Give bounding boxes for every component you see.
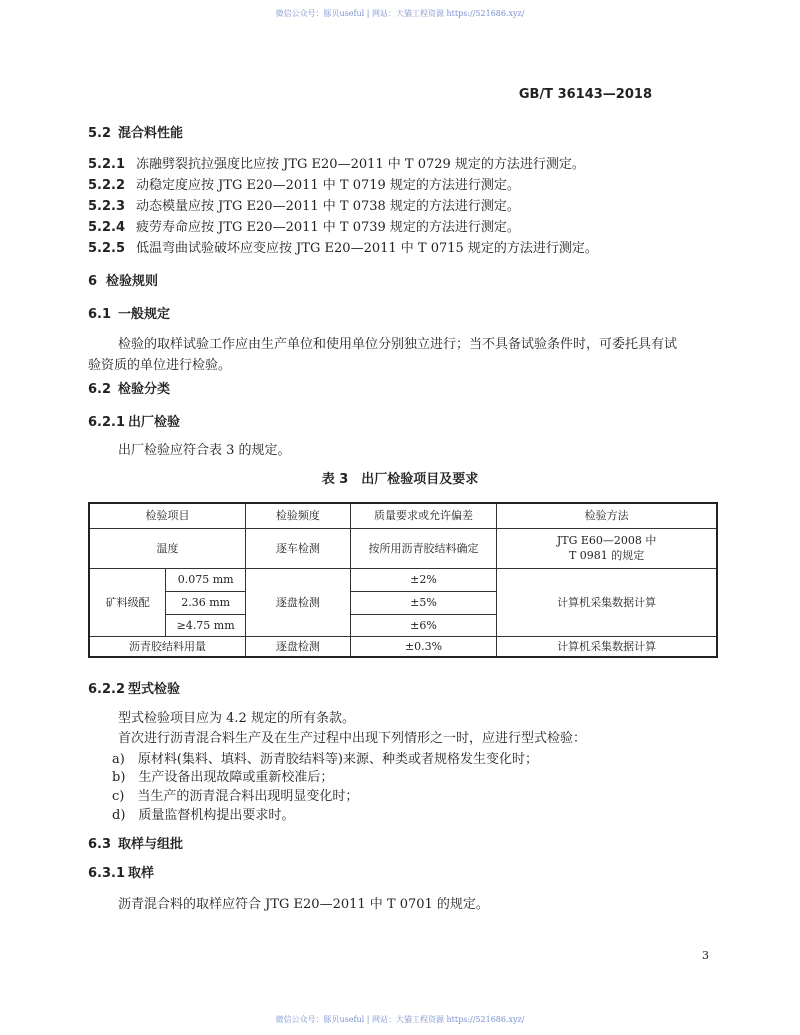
table-cell: ±0.3%	[350, 636, 497, 657]
inspection-table	[88, 502, 718, 658]
table-cell: 沥青胶结料用量	[89, 636, 246, 657]
table-caption: 表 3 出厂检验项目及要求	[321, 472, 479, 487]
list-item-c: c) 当生产的沥青混合料出现明显变化时；	[112, 789, 359, 804]
clause-5-2-1: 5.2.1 冻融劈裂抗拉强度比应按 JTG E20—2011 中 T 0729 规定的方法进行测定。	[88, 157, 585, 172]
section-6-2-2-heading: 6.2.2 型式检验	[88, 682, 181, 697]
paragraph-line: 型式检验项目应为 4.2 规定的所有条款。	[118, 711, 355, 726]
table-row	[89, 636, 717, 657]
method-line1: JTG E60—2008 中	[556, 534, 657, 547]
clause-5-2-4: 5.2.4 疲劳寿命应按 JTG E20—2011 中 T 0739 规定的方法进行测定。	[88, 220, 520, 235]
paragraph-6-1-line2: 验资质的单位进行检验。	[88, 358, 232, 373]
table-cell: 逐盘检测	[246, 568, 351, 636]
section-6-1-heading: 6.1 一般规定	[88, 307, 171, 322]
header-cell: 检验项目	[89, 503, 246, 528]
standard-header: GB/T 36143—2018	[518, 87, 652, 102]
list-item-b: b) 生产设备出现故障或重新校准后；	[112, 770, 334, 785]
table-cell: 计算机采集数据计算	[497, 568, 717, 636]
section-6-3-heading: 6.3 取样与组批	[88, 837, 184, 852]
header-cell: 质量要求或允许偏差	[350, 503, 497, 528]
list-item-a: a) 原材料(集料、填料、沥青胶结料等)来源、种类或者规格发生变化时；	[112, 752, 538, 767]
paragraph-6-2-1: 出厂检验应符合表 3 的规定。	[118, 443, 291, 458]
table-cell: 按所用沥青胶结料确定	[350, 528, 497, 568]
paragraph-line: 首次进行沥青混合料生产及在生产过程中出现下列情形之一时，应进行型式检验：	[118, 731, 587, 746]
table-cell: ±5%	[350, 591, 497, 614]
header-cell: 检验频度	[246, 503, 351, 528]
page-number: 3	[702, 949, 709, 962]
paragraph-6-1-line1: 检验的取样试验工作应由生产单位和使用单位分别独立进行；当不具备试验条件时，可委托具有试	[118, 337, 678, 352]
table-cell: ≥4.75 mm	[166, 614, 246, 636]
table-header-row	[89, 503, 717, 528]
section-6-2-1-heading: 6.2.1 出厂检验	[88, 415, 181, 430]
table-cell: 逐盘检测	[246, 636, 351, 657]
table-cell: 逐车检测	[246, 528, 351, 568]
table-cell: 温度	[89, 528, 246, 568]
clause-5-2-2: 5.2.2 动稳定度应按 JTG E20—2011 中 T 0719 规定的方法进行测定。	[88, 178, 520, 193]
table-cell: ±2%	[350, 568, 497, 591]
section-6-2-heading: 6.2 检验分类	[88, 382, 171, 397]
table-cell: ±6%	[350, 614, 497, 636]
paragraph-6-3-1: 沥青混合料的取样应符合 JTG E20—2011 中 T 0701 的规定。	[118, 897, 489, 912]
clause-5-2-3: 5.2.3 动态模量应按 JTG E20—2011 中 T 0738 规定的方法进行测定。	[88, 199, 520, 214]
section-6-3-1-heading: 6.3.1 取样	[88, 866, 155, 881]
clause-5-2-5: 5.2.5 低温弯曲试验破坏应变应按 JTG E20—2011 中 T 0715 规定的方法进行测定。	[88, 241, 598, 256]
section-5-2-heading: 5.2 混合料性能	[88, 126, 184, 141]
list-item-d: d) 质量监督机构提出要求时。	[112, 808, 295, 823]
table-cell	[497, 528, 717, 568]
table-cell: 0.075 mm	[166, 568, 246, 591]
header-cell: 检验方法	[497, 503, 717, 528]
table-cell: 2.36 mm	[166, 591, 246, 614]
section-6-heading: 6 检验规则	[88, 274, 159, 289]
method-line2: T 0981 的规定	[568, 549, 645, 562]
table-cell: 矿料级配	[89, 568, 166, 636]
table-row	[89, 528, 717, 568]
table-row	[89, 568, 717, 591]
table-cell: 计算机采集数据计算	[497, 636, 717, 657]
watermark-top: 微信公众号：豚贝useful | 网站：大猫工程资源 https://521686.xyz/	[275, 9, 525, 18]
watermark-bottom: 微信公众号：豚贝useful | 网站：大猫工程资源 https://521686.xyz/	[275, 1015, 525, 1024]
